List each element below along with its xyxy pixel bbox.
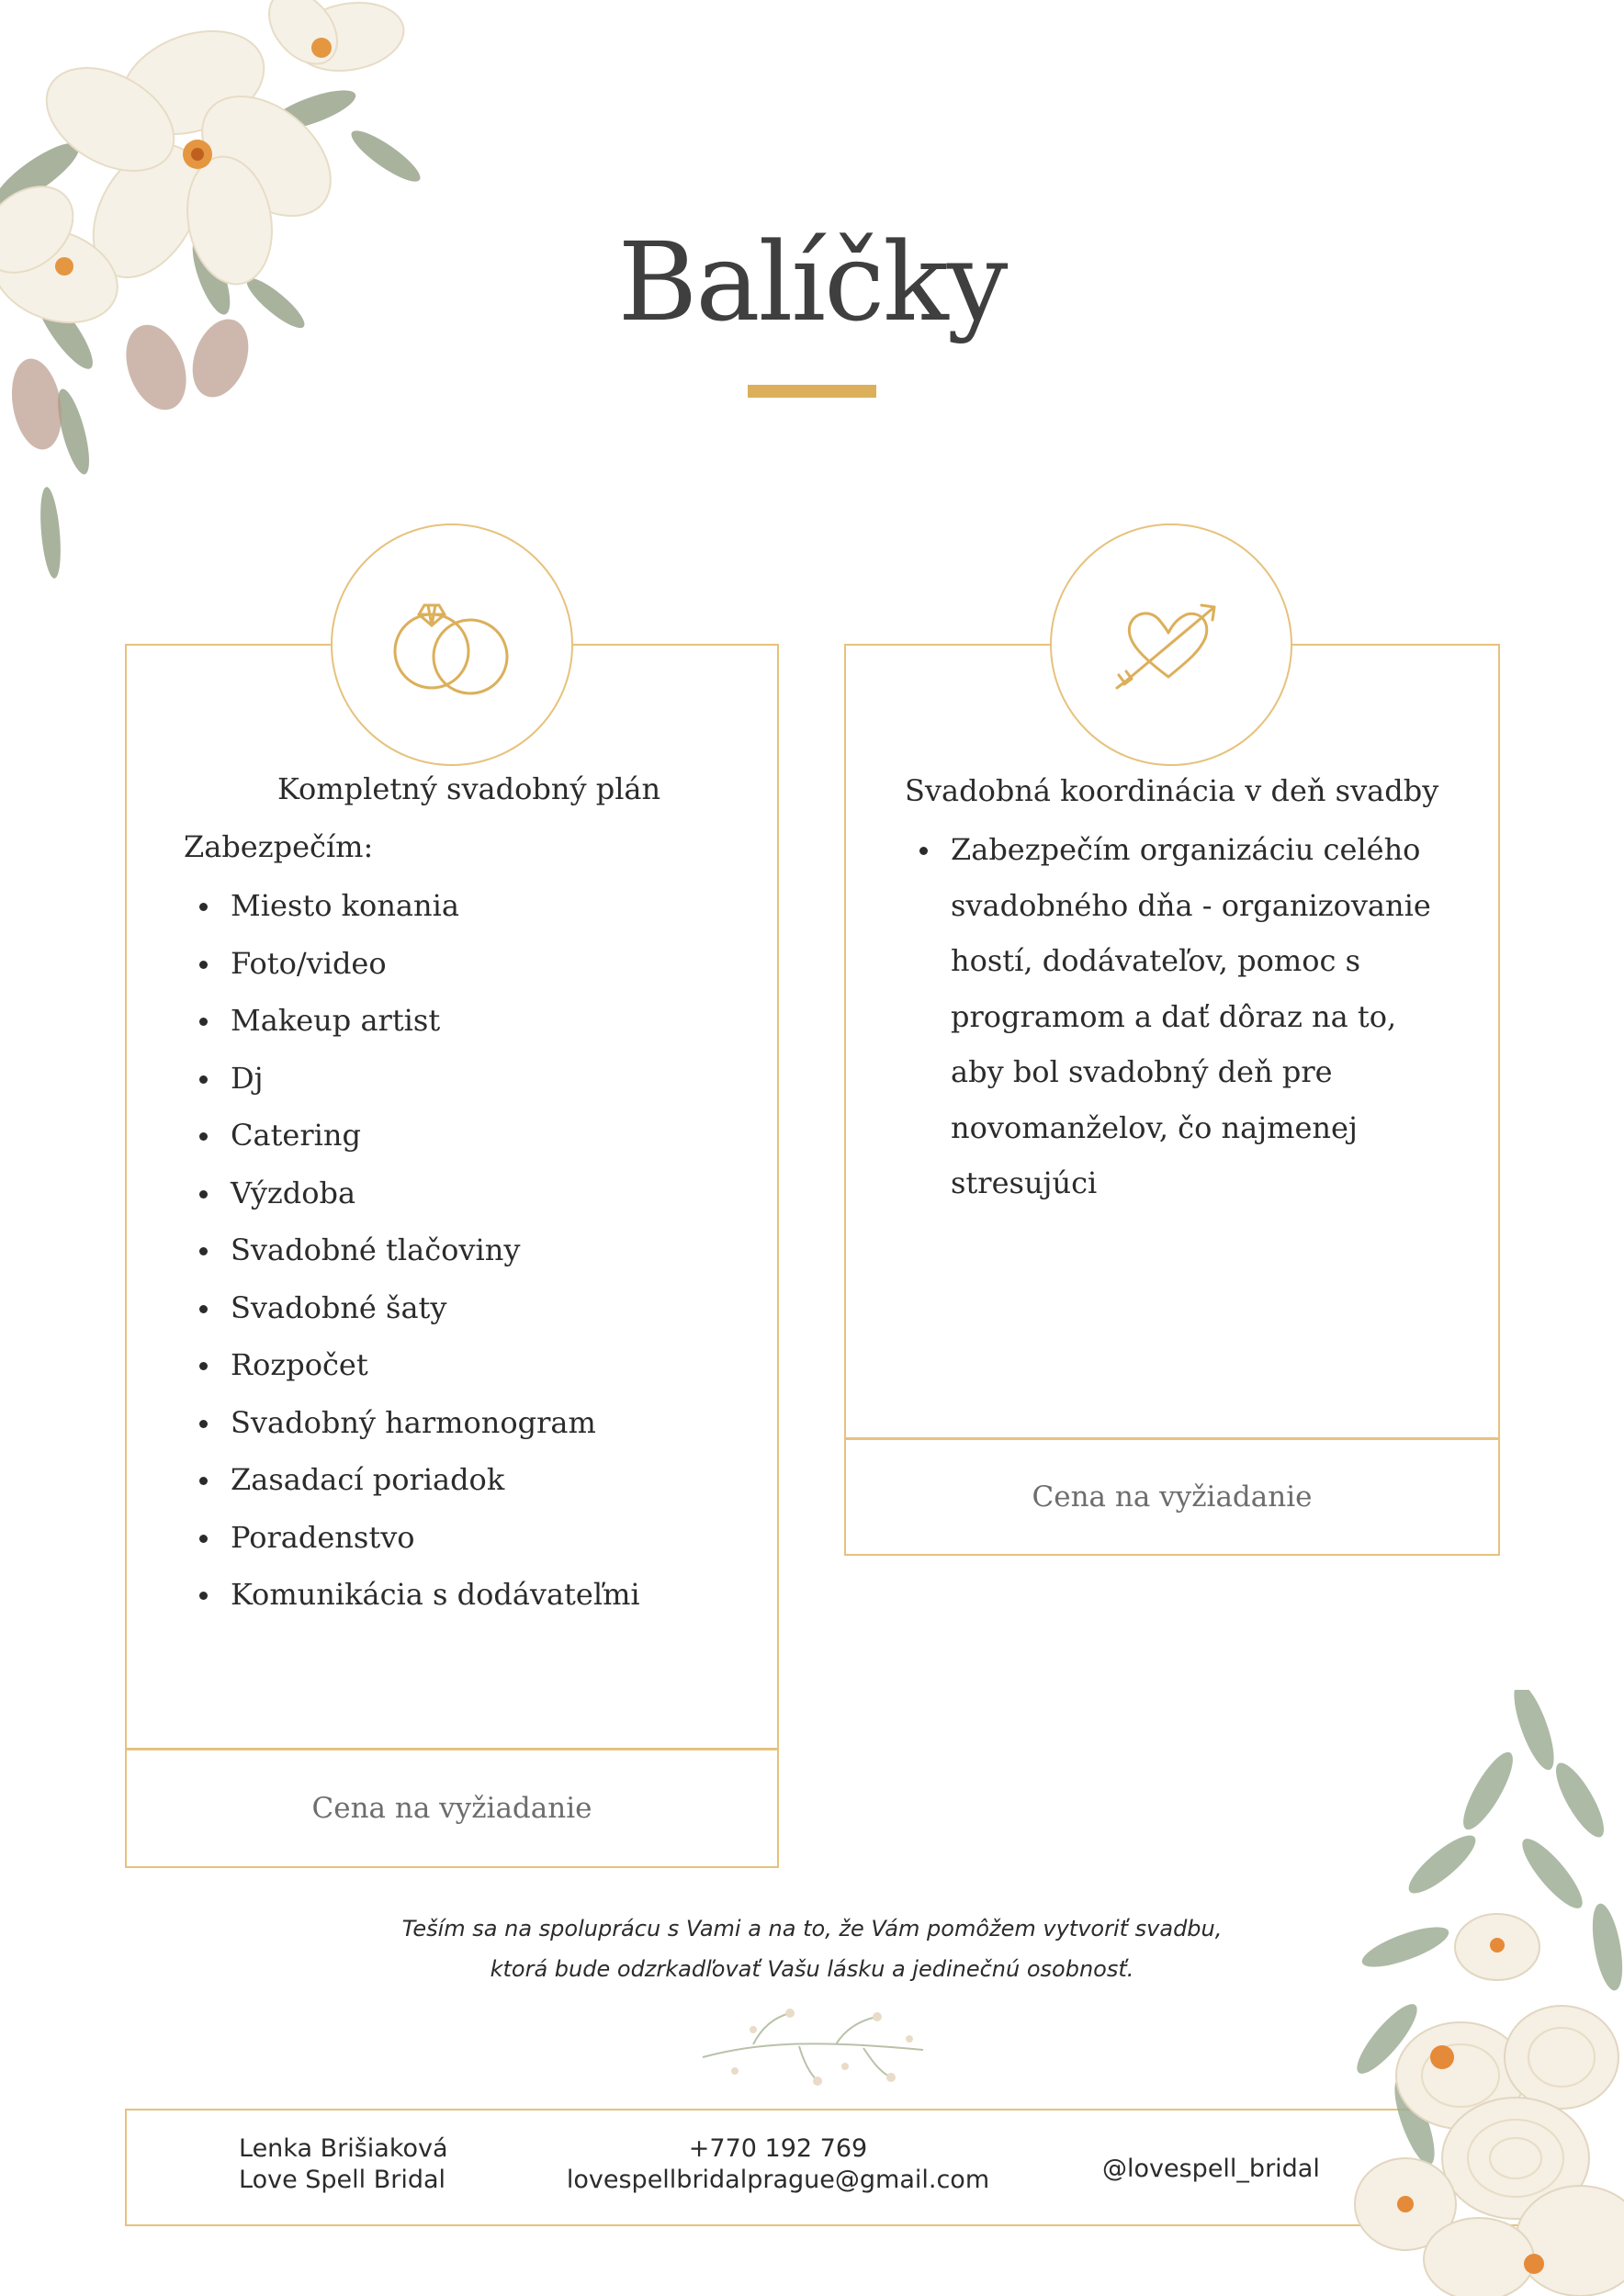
floral-sprig-icon bbox=[698, 1993, 928, 2094]
list-item: Foto/video bbox=[185, 935, 640, 993]
package-title: Svadobná koordinácia v deň svadby bbox=[905, 773, 1439, 808]
closing-line-1: Teším sa na spoluprácu s Vami a na to, že Vám pomôžem vytvoriť svadbu, bbox=[401, 1916, 1223, 1941]
list-item: Poradenstvo bbox=[185, 1509, 640, 1567]
contact-phone[interactable]: +770 192 769 bbox=[688, 2134, 868, 2163]
package-intro: Zabezpečím: bbox=[184, 829, 374, 864]
floral-decoration-top-left bbox=[0, 0, 459, 606]
package-items-list bbox=[905, 822, 1456, 1211]
list-item: Zasadací poriadok bbox=[185, 1451, 640, 1509]
list-item: Rozpočet bbox=[185, 1336, 640, 1394]
contact-name: Lenka Brišiaková bbox=[239, 2134, 448, 2163]
list-item: Dj bbox=[185, 1050, 640, 1108]
list-item: Svadobné šaty bbox=[185, 1279, 640, 1337]
price-label: Cena na vyžiadanie bbox=[1032, 1480, 1313, 1514]
package-icon-circle bbox=[331, 523, 573, 766]
list-item: Miesto konania bbox=[185, 877, 640, 935]
package-items-list bbox=[185, 877, 640, 1624]
title-underline bbox=[748, 385, 876, 398]
list-item: Svadobný harmonogram bbox=[185, 1394, 640, 1452]
package-title: Kompletný svadobný plán bbox=[277, 771, 661, 806]
page-title: Balíčky bbox=[617, 219, 1007, 345]
list-item: Výzdoba bbox=[185, 1165, 640, 1222]
list-item: Svadobné tlačoviny bbox=[185, 1221, 640, 1279]
package-price-coordination bbox=[844, 1438, 1500, 1556]
wedding-rings-icon bbox=[378, 585, 525, 704]
list-item: Makeup artist bbox=[185, 992, 640, 1050]
list-item: Zabezpečím organizáciu celého svadobného dňa - organizovanie hostí, dodávateľov, pomoc s programom a dať dôraz na to, aby bol svadobný deň pre novomanželov, čo najmenej stresujúci bbox=[905, 822, 1456, 1211]
price-label: Cena na vyžiadanie bbox=[311, 1792, 592, 1825]
list-item: Komunikácia s dodávateľmi bbox=[185, 1566, 640, 1624]
contact-email[interactable]: lovespellbridalprague@gmail.com bbox=[566, 2166, 990, 2194]
package-icon-circle bbox=[1050, 523, 1292, 766]
contact-instagram[interactable]: @lovespell_bridal bbox=[1102, 2155, 1320, 2183]
contact-company: Love Spell Bridal bbox=[239, 2166, 446, 2194]
package-price-complete bbox=[125, 1749, 779, 1868]
heart-arrow-icon bbox=[1111, 594, 1231, 695]
list-item: Catering bbox=[185, 1107, 640, 1165]
closing-line-2: ktorá bude odzrkadľovať Vašu lásku a jedinečnú osobnosť. bbox=[490, 1956, 1134, 1982]
floral-decoration-bottom-right bbox=[1350, 1690, 1624, 2296]
